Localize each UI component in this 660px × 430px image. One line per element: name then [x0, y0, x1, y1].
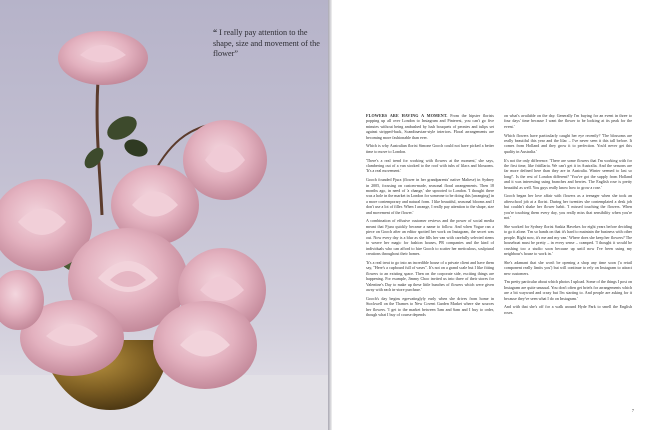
article-paragraph: She's adamant that she won't be opening a shop any time soon ('a retail component really limits you') but will continue to rely on Instagram to attract new customers. — [504, 259, 632, 276]
article-paragraph: Gooch's day begins egrevatinglyly early when she drives from home in Stockwell on the Thames to New Covent Garden Market where she sources her flowers. 'I get to the market between 5am and 6am and I buy to order, though what I buy of course depends — [366, 295, 494, 318]
quote-mark: “ — [213, 28, 218, 37]
article-paragraph: 'I'm pretty particular about which photos I upload. Some of the things I post on Instagram are quite unusual. You don't often get briefs for arrangements which are a bit wayward and crazy but I'm starting to. And people are asking for it because they've seen what I do on Instagram.' — [504, 279, 632, 301]
article-paragraph: Gooch began her love affair with flowers as a teenager when she took an afterschool job at a florist. During her twenties she contemplated a desk job but couldn't shake her flower habit. 'I missed touching the flowers. When you're touching them every day, you really miss that sensibility when you're not.' — [504, 193, 632, 221]
pull-quote — [213, 28, 323, 60]
pull-quote-text: I really pay attention to the shape, size and movement of the flower” — [213, 28, 320, 58]
article-paragraph: 'It's a real treat to go into an incredible house of a private client and have them say, "Here's a cupboard full of vases". It's not on a grand scale but I like fitting flowers to an existing space. Then on the corporate side, exciting things are happening. For example, Jimmy Choo invited us into three of their stores for Valentine's Day to make up these little bunches of flowers which were given away with each in-store purchase.' — [366, 259, 494, 293]
article-paragraph: A combination of effusive customer reviews and the power of social media meant that Fjura quickly became a name to follow. And when Vogue ran a piece on Gooch after an editor spotted her work on Instagram, the secret was out. Now every day is a blur as she fills her van with carefully selected stems to weave her magic for fashion houses, PR companies and the kind of individuals who can afford to hire Gooch to scatter her meticulous, sculptural creations throughout their homes. — [366, 218, 494, 257]
article-column-2 — [504, 113, 632, 318]
article-paragraph: 'There's a real trend for working with flowers at the moment,' she says, clambering out of a van stocked to the roof with tubs of lilacs and blossoms. 'It's a real movement.' — [366, 157, 494, 174]
article-paragraph: Which flowers have particularly caught her eye recently? 'The blossoms are really beautiful this year and the lilac – I've never seen it this tall before. It comes from Holland and they grow it to perfection. You'd never get this quality in Australia.' — [504, 132, 632, 154]
article-lead: FLOWERS ARE HAVING A MOMENT. — [366, 113, 448, 118]
article-paragraph: Gooch founded Fjura (flower in her grandparents' native Maltese) in Sydney in 2005, focusing on custom-made, seasonal floral arrangements. Then 18 months ago, in need of 'a change,' she uprooted to London. 'I thought there was a hole in the market in London for someone to be doing this [arranging] in a more contemporary and natural form. I like beautiful, seasonal blooms and I don't use a lot of filler. When I arrange, I really pay attention to the shape, size and movement of the flower.' — [366, 177, 494, 215]
article-paragraph: FLOWERS ARE HAVING A MOMENT. From the hipster florists popping up all over London to Instagram and Pinterest, you can't go five minutes without being ambushed by lush bouquets of peonies and tulips set against stripped-back, Scandinavian-style interiors. Floral arrangements are becoming more fashionable than ever. — [366, 113, 494, 140]
article-paragraph: She worked for Sydney florist Saskia Havekes for eight years before deciding to go it alone. 'I'm so hands on that it's hard to maintain the business with other people. Right now, it's me and my van.' Where does she keep her flowers? The houseboat must be pretty – in every sense – cramped. 'I thought it would be crushing too a studio soon because up until now I've been using my neighbour's house to work in.' — [504, 223, 632, 257]
article-paragraph: Which is why Australian florist Simone Gooch could not have picked a better time to move to London. — [366, 143, 494, 154]
article-column-1 — [366, 113, 494, 321]
article-paragraph: on what's available on the day. Generally I'm buying for an event in three to four days' time because I want the flower to be looking at its peak for the event.' — [504, 113, 632, 129]
article-paragraph: It's not the only difference. 'There are some flowers that I'm working with for the first time, like fritillaria. We can't get it in Australia. And the seasons are far more defined here than they are in Australia. Winter seemed to last so long!'. Is the rest of London different? 'You've got the supply from Holland and it was interesting using branches and berries. The English rose is pretty beautiful as well. You guys really know how to grow a rose.' — [504, 157, 632, 190]
photo-page — [0, 0, 328, 430]
article-page — [332, 0, 660, 430]
article-paragraph: And with that she's off for a walk around Hyde Park to smell the English roses. — [504, 304, 632, 315]
rose-bouquet-photo — [0, 0, 328, 430]
page-number: 7 — [631, 408, 634, 413]
